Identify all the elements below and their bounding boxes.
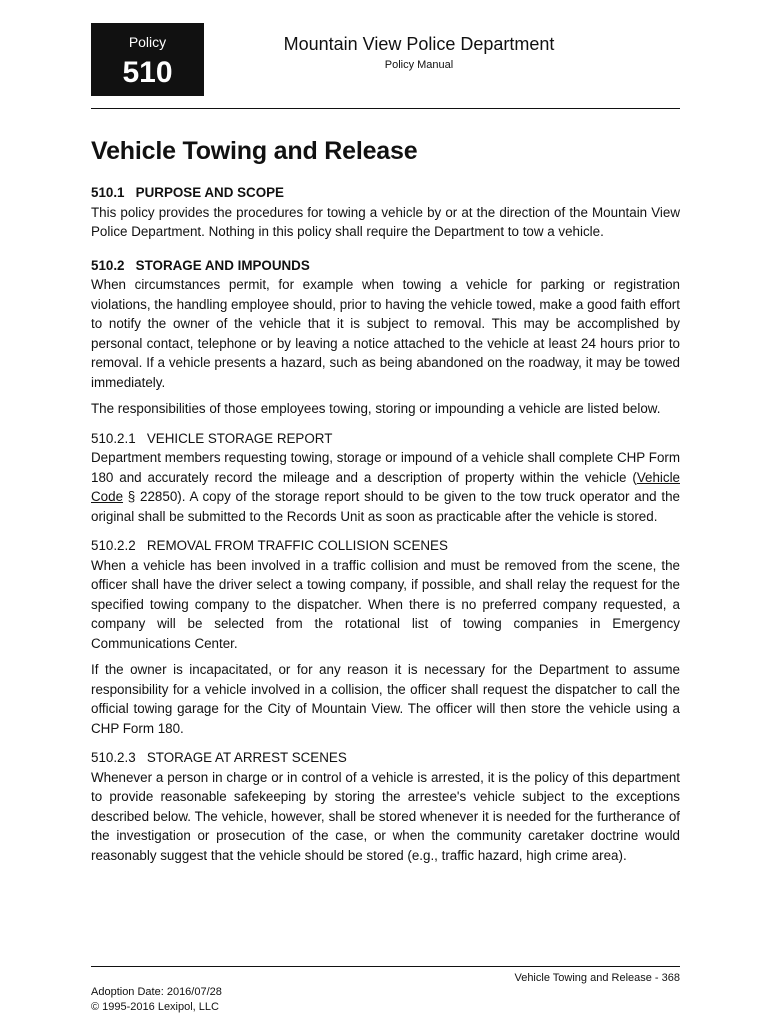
vehicle-code-link[interactable]: Vehicle Code [91, 469, 680, 504]
paragraph-owner-incapacitated: If the owner is incapacitated, or for any reason it is necessary for the Department to assume responsibility for a vehicle involved in a collision, the officer shall request the dispatcher to call the official towing garage for the City of Mountain View. The officer will then store the vehicle using a CHP Form 180. [91, 662, 680, 736]
section-heading-510-2: 510.2 STORAGE AND IMPOUNDS [91, 257, 310, 273]
footer-copyright: © 1995-2016 Lexipol, LLC [91, 1001, 219, 1013]
manual-name: Policy Manual [384, 59, 454, 71]
section-heading-510-2-1: 510.2.1 VEHICLE STORAGE REPORT [91, 430, 333, 446]
paragraph-text-part-2: § 22850). A copy of the storage report should to be given to the tow truck operator and the original shall be submitted to the Records Unit as soon as practicable after the vehicle is stored. [91, 489, 680, 524]
document-body [91, 183, 680, 865]
policy-number: 510 [122, 56, 173, 89]
policy-label: Policy [128, 34, 167, 50]
section-heading-510-2-3: 510.2.3 STORAGE AT ARREST SCENES [91, 750, 347, 765]
footer-page-label: Vehicle Towing and Release - 368 [514, 972, 680, 984]
section-heading-510-2-2: 510.2.2 REMOVAL FROM TRAFFIC COLLISION SCENES [91, 538, 448, 553]
paragraph-vehicle-storage-report [91, 448, 680, 526]
paragraph-text-part-1: Department members requesting towing, storage or impound of a vehicle shall complete CHP Form 180 and accurately record the mileage and a description of property within the vehicle ( [91, 450, 680, 485]
footer-adoption-date: Adoption Date: 2016/07/28 [91, 986, 222, 998]
paragraph-storage-impounds: When circumstances permit, for example when towing a vehicle for parking or registration violations, the handling employee should, prior to having the vehicle towed, make a good faith effort to notify the owner of the vehicle that it is subject to removal. This may be accomplished by personal contact, telephone or by leaving a notice attached to the vehicle at least 24 hours prior to removal. If a vehicle presents a hazard, such as being abandoned on the roadway, it may be towed immediately. [91, 277, 680, 390]
header-divider [91, 108, 680, 109]
paragraph-arrest-scenes: Whenever a person in charge or in control of a vehicle is arrested, it is the policy of this department to provide reasonable safekeeping by storing the arrestee's vehicle subject to the exceptions described below. The vehicle, however, shall be stored whenever it is needed for the furtherance of the investigation or prosecution of the case, or when the community caretaker doctrine would reasonably suggest that the vehicle should be stored (e.g., traffic hazard, high crime area). [91, 769, 680, 863]
footer-divider [91, 966, 680, 967]
paragraph-responsibilities: The responsibilities of those employees towing, storing or impounding a vehicle are listed below. [91, 401, 661, 416]
department-name: Mountain View Police Department [283, 34, 555, 54]
paragraph-collision-removal: When a vehicle has been involved in a traffic collision and must be removed from the scene, the officer shall have the driver select a towing company, if possible, and shall relay the request for the specified towing company to the dispatcher. When there is no preferred company requested, a company will be selected from the rotational list of towing companies in Emergency Communications Center. [91, 557, 680, 651]
paragraph-purpose: This policy provides the procedures for towing a vehicle by or at the direction of the Mountain View Police Department. Nothing in this policy shall require the Department to tow a vehicle. [91, 204, 680, 239]
policy-number-box [91, 23, 204, 96]
document-title: Vehicle Towing and Release [91, 137, 418, 165]
section-heading-510-1: 510.1 PURPOSE AND SCOPE [91, 185, 284, 200]
